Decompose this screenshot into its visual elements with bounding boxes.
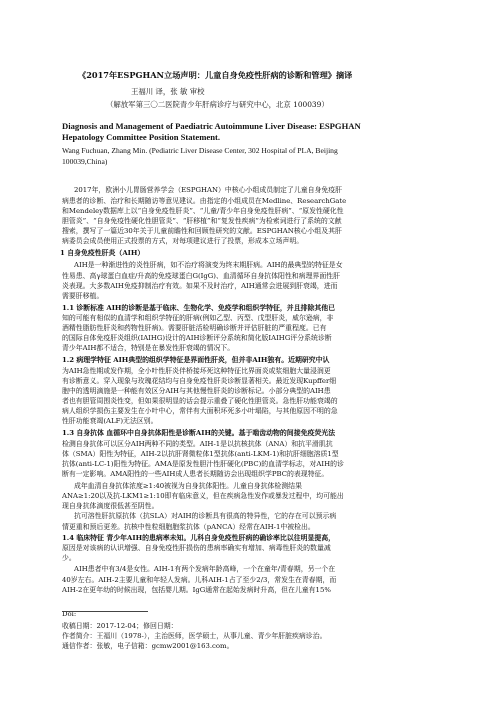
body-text-line: 和Mendeley数据库上以“自身免疫性肝炎”、“儿童/青少年自身免疫性肝病”、“原发性硬化性 xyxy=(62,207,344,215)
body-text-line: 性易患、高γ球蛋白血症/升高的免疫球蛋白G(IgG)、血清循环自身抗体阳性和病理界面性肝 xyxy=(62,272,341,280)
english-authors-line-1: Wang Fuchuan, Zhang Min. (Pediatric Liver Disease Center, 302 Hospital of PLA, Beijing xyxy=(62,146,338,155)
body-text-line: 断有一定影响。AMA阳性的一些AIH成人患者长期随访会出现组织学PBC的表现特征。 xyxy=(62,470,329,478)
body-text-line: 胞中的透明滴施是一种能有效区分AIH与其他慢性肝炎的诊断标记。小部分典型的AIH患 xyxy=(62,387,331,395)
body-text-line: 病患者的诊断、治疗和长期随访等意见建议。由指定的小组成员在Medline、ResearchGate xyxy=(62,197,347,205)
footnote-line: 作者简介：王福川（1978-），主治医师，医学硕士，从事儿童、青少年肝脏疾病诊治。 xyxy=(62,632,327,640)
body-text-line: 为AIH急性期或发作期，全小叶性肝炎伴桥接坏死这种特征比界面炎或浆细胞大量浸润更 xyxy=(62,367,331,375)
body-text-line: 性肝功能衰竭(ALF)无法区别。 xyxy=(62,417,158,425)
body-text-line: 检测自身抗体可以区分AIH两种不同的类型。AIH-1是以抗核抗体（ANA）和抗平滑肌抗 xyxy=(62,440,333,448)
body-text-line: 知的可能有相似的血清学和组织学特征的肝病(例如乙型、丙型、戊型肝炎，威尔逊病，非 xyxy=(62,314,334,322)
body-text-line: 抗体(anti-LC-1)阳性为特征。AMA是原发性胆汁性肝硬化(PBC)的血清学标志，对AIH的诊 xyxy=(62,460,344,468)
footnote-rule xyxy=(62,611,148,612)
body-text-line: 体（SMA）阳性为特征，AIH-2以抗肝肾微粒体1型抗体(anti-LKM-1)和抗肝细胞溶质1型 xyxy=(62,450,339,458)
body-text-line: 搜索，撰写了一篇近30年关于儿童前瞻性和回顾性研究的文献。ESPGHAN核心小组及其肝 xyxy=(62,227,342,235)
section-heading-line: 1 自身免疫性肝炎（AIH） xyxy=(60,249,145,257)
footnote-line: Doi: xyxy=(62,610,77,618)
body-text-line: AIH患者中有3/4是女性。AIH-1有两个发病年龄高峰，一个在童年/青春期，另一个在 xyxy=(74,565,336,573)
body-text-line: 炎表现。大多数AIH免疫抑制治疗有效。如果不及时治疗，AIH通常会进展到肝衰竭，进而 xyxy=(62,282,338,290)
body-text-line: 40岁左右。AIH-2主要儿童和年轻人发病。儿科AIH-1占了至少2/3，常发生在青春期，而 xyxy=(62,576,337,584)
body-text-line: AIH-2在更年幼的时候出现，包括婴儿期。IgG通常在起始发病时升高，但在儿童有15% xyxy=(62,586,331,594)
body-text-line: 有诊断意义。穿入现象与玫瑰花结均与自身免疫性肝炎诊断显著相关。最近发现Kupffer细 xyxy=(62,377,337,385)
translators-line: 王福川 译，张 敏 审校 xyxy=(131,87,205,96)
footnote-line: 收稿日期：2017-12-04；修回日期： xyxy=(62,622,178,630)
body-text-line: 原因是对该病的认识增强、自身免疫性肝损伤的患病率确实有增加、病毒性肝炎的数量减 xyxy=(62,544,331,552)
body-text-line: 抗可溶性肝抗原抗体（抗SLA）对AIH的诊断具有很高的特异性，它的存在可以预示病 xyxy=(74,512,337,520)
english-title-line-1: Diagnosis and Management of Paediatric Autoimmune Liver Disease: ESPGHAN xyxy=(62,121,361,131)
body-text-line: 青少年AIH都不适合，特别是在暴发性肝衰竭的情况下。 xyxy=(62,344,235,352)
footnote-line: 通信作者：张敏，电子信箱：gcmw2001@163.com。 xyxy=(62,642,234,650)
body-text-line: 者也有胆管周围炎性变，但如果很明显的话会提示重叠了硬化性胆管炎。急性肝功能衰竭的 xyxy=(62,397,338,405)
body-text-line: AIH是一种渐进性的炎性肝病，如不治疗将演变为终末期肝病。AIH的最典型的特征是女 xyxy=(74,261,343,269)
body-text-line: 病委员会成员使用正式投票的方式，对每项建议进行了投票，形成本立场声明。 xyxy=(62,237,304,245)
body-text-line: 2017年，欧洲小儿胃肠营养学会（ESPGHAN）中核心小组成员制定了儿童自身免疫肝 xyxy=(74,186,343,194)
section-heading-line: 1.4 临床特征 青少年AIH的患病率未知。儿科自身免疫性肝病的确诊率比以往明显提高， xyxy=(62,534,336,542)
section-heading-line: 1.1 诊断标准 AIH的诊断是基于临床、生物化学、免疫学和组织学特征，并且排除其他已 xyxy=(62,304,336,312)
english-authors-line-2: 100039,China) xyxy=(62,157,108,166)
english-title-line-2: Hepatology Committee Position Statement. xyxy=(62,132,220,142)
body-text-line: ANA≥1:20以及抗-LKM1≥1:10即有临床意义，但在疾病急性发作或暴发过程中，均可能出 xyxy=(62,492,344,500)
body-text-line: 酒精性脂肪性肝炎和药物性肝病)。需要肝脏活检明确诊断并评估肝脏的严重程度。已有 xyxy=(62,324,327,332)
affiliation-line: （解放军第三〇二医院青少年肝病诊疗与研究中心，北京 100039） xyxy=(106,100,329,109)
article-title: 《2017年ESPGHAN立场声明：儿童自身免疫性肝病的诊断和管理》摘译 xyxy=(78,70,353,80)
body-text-line: 胆管炎”、“自身免疫性硬化性胆管炎”、“肝移植”和“复发性疾病”为检索词进行了系统的文献 xyxy=(62,217,342,225)
body-text-line: 需要肝移植。 xyxy=(62,292,104,300)
body-text-line: 少。 xyxy=(62,554,76,562)
body-text-line: 的国际自体免疫肝炎组织(IAIHG)设计的AIH诊断评分系统和简化版IAIHG评分系统诊断 xyxy=(62,334,332,342)
body-text-line: 成年血清自身抗体浓度≥1:40被视为自身抗体阳性。儿童自身抗体检测结果 xyxy=(74,482,302,490)
section-heading-line: 1.3 自身抗体 血循环中自身抗体阳性是诊断AIH的关键。基于啮齿动物的间接免疫荧光法 xyxy=(62,429,336,437)
section-heading-line: 1.2 病理学特征 AIH典型的组织学特征是界面性肝炎，但并非AIH独有。近期研究中认 xyxy=(62,356,330,364)
body-text-line: 病人组织学损伤主要发生在小叶中心，常伴有大面积坏死多小叶塌陷，与其他原因不明的急 xyxy=(62,407,338,415)
body-text-line: 现自身抗体滴度很低甚至阴性。 xyxy=(62,502,159,510)
body-text-line: 情更重和预后更差。抗核中性粒细胞胞浆抗体（pANCA）经常在AIH-1中被检出。 xyxy=(62,523,315,531)
